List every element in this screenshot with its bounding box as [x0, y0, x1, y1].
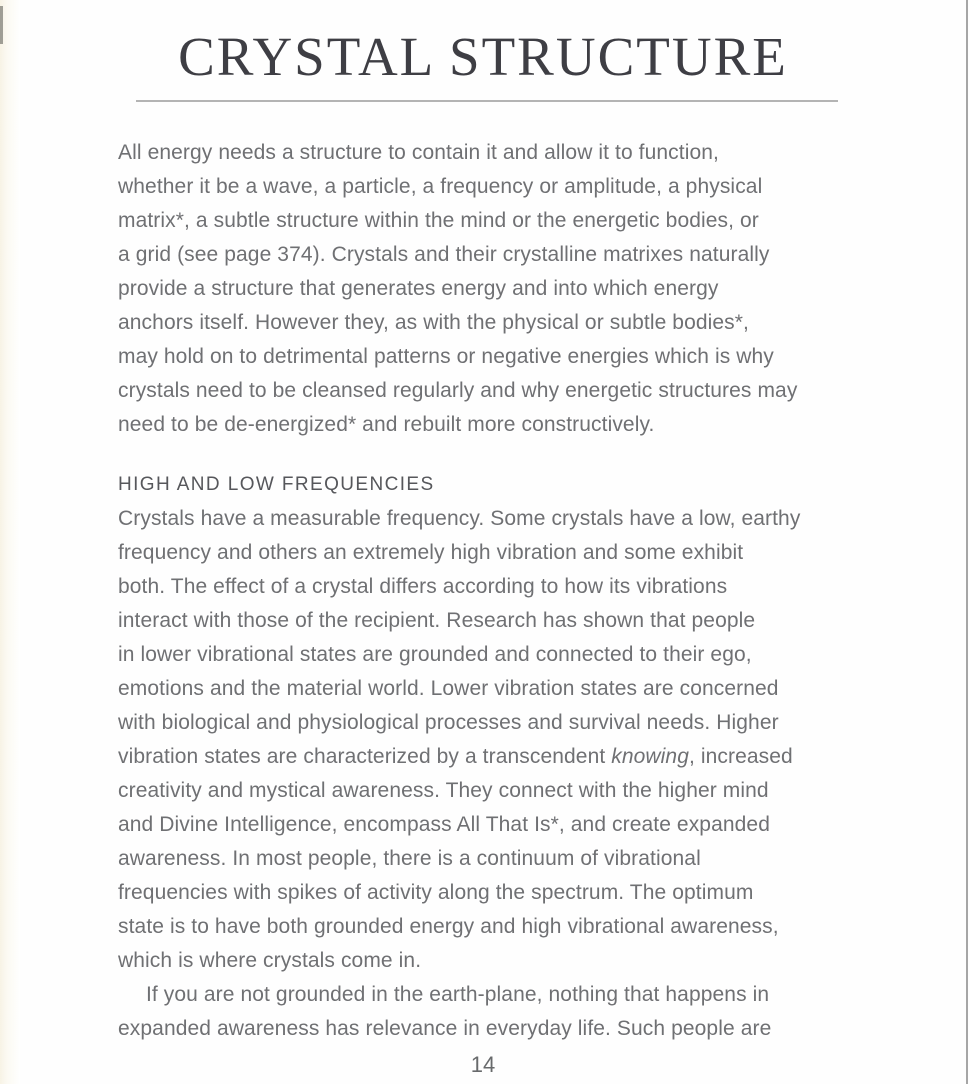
body-text-run: vibration states are characterized by a transcendent	[118, 745, 612, 768]
body-line: which is where crystals come in.	[118, 949, 422, 972]
body-line: anchors itself. However they, as with the physical or subtle bodies*,	[118, 311, 749, 334]
body-line: creativity and mystical awareness. They connect with the higher mind	[118, 779, 769, 802]
body-line: matrix*, a subtle structure within the mind or the energetic bodies, or	[118, 209, 759, 232]
body-line: emotions and the material world. Lower vibration states are concerned	[118, 677, 779, 700]
body-line: may hold on to detrimental patterns or negative energies which is why	[118, 345, 774, 368]
section-heading: HIGH AND LOW FREQUENCIES	[118, 474, 435, 495]
page-gutter-shading	[0, 0, 20, 1084]
paragraph-frequencies	[118, 502, 848, 978]
body-line: need to be de-energized* and rebuilt more constructively.	[118, 413, 655, 436]
body-line: and Divine Intelligence, encompass All That Is*, and create expanded	[118, 813, 770, 836]
body-line: crystals need to be cleansed regularly and why energetic structures may	[118, 379, 798, 402]
paragraph-grounding	[118, 978, 848, 1046]
body-line: with biological and physiological processes and survival needs. Higher	[118, 711, 779, 734]
body-line: frequencies with spikes of activity along the spectrum. The optimum	[118, 881, 754, 904]
page-content	[118, 0, 848, 1080]
page-edge-line	[966, 0, 968, 1084]
body-line: a grid (see page 374). Crystals and their crystalline matrixes naturally	[118, 243, 770, 266]
body-line: Crystals have a measurable frequency. Some crystals have a low, earthy	[118, 507, 801, 530]
body-line: frequency and others an extremely high vibration and some exhibit	[118, 541, 744, 564]
body-line: All energy needs a structure to contain it and allow it to function,	[118, 141, 719, 164]
body-line: expanded awareness has relevance in everyday life. Such people are	[118, 1017, 772, 1040]
italic-word: knowing	[611, 745, 689, 768]
body-line: provide a structure that generates energy and into which energy	[118, 277, 719, 300]
body-line: whether it be a wave, a particle, a frequency or amplitude, a physical	[118, 175, 763, 198]
body-line: state is to have both grounded energy and high vibrational awareness,	[118, 915, 779, 938]
body-line: both. The effect of a crystal differs according to how its vibrations	[118, 575, 728, 598]
body-text-run: , increased	[688, 745, 793, 768]
body-line: interact with those of the recipient. Research has shown that people	[118, 609, 756, 632]
body-line: in lower vibrational states are grounded and connected to their ego,	[118, 643, 752, 666]
body-line: If you are not grounded in the earth-plane, nothing that happens in	[146, 983, 770, 1006]
page-title: CRYSTAL STRUCTURE	[178, 26, 788, 87]
paragraph-intro	[118, 136, 848, 442]
scan-edge-artifact	[0, 6, 3, 44]
title-divider	[136, 100, 838, 102]
body-line: awareness. In most people, there is a continuum of vibrational	[118, 847, 701, 870]
body-line-with-italic	[118, 740, 848, 774]
page-number: 14	[470, 1052, 496, 1077]
